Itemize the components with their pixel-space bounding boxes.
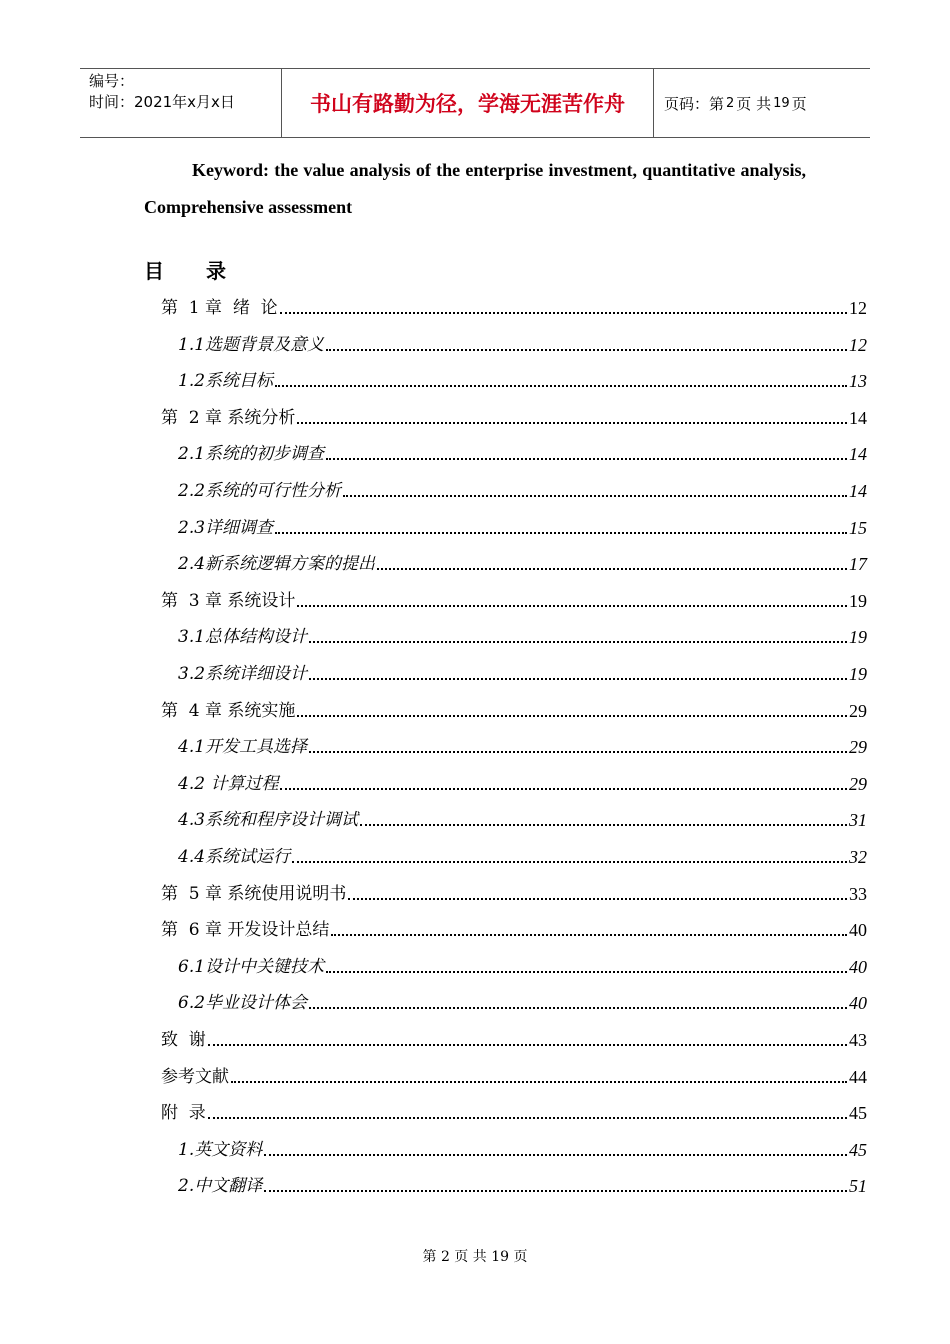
toc-entry-page: 12: [849, 334, 867, 355]
toc-entry-label: 第 4 章 系统实施: [161, 700, 296, 721]
toc-entry-label: 1.2系统目标: [178, 371, 274, 392]
header-page-current: 2: [726, 95, 735, 111]
toc-entry[interactable]: [161, 1062, 867, 1088]
toc-leader-dots: [377, 568, 847, 570]
toc-entry-page: 19: [849, 664, 867, 684]
toc-entry-page: 29: [849, 700, 867, 721]
toc-entry[interactable]: [161, 696, 867, 722]
toc-leader-dots: [326, 971, 847, 973]
toc-entry-label: 2.1系统的初步调查: [178, 444, 325, 465]
header-time: 时间：2021年x月x日: [89, 93, 235, 111]
toc-entry-label: 2.中文翻译: [178, 1176, 263, 1197]
toc-entry[interactable]: [161, 1025, 867, 1051]
toc-leader-dots: [208, 1117, 847, 1119]
toc-entry-label: 3.2系统详细设计: [178, 664, 308, 684]
toc-leader-dots: [360, 824, 847, 826]
toc-entry-page: 14: [849, 407, 867, 428]
header-motto: 书山有路勤为径，学海无涯苦作舟: [281, 69, 654, 137]
toc-leader-dots: [292, 861, 847, 863]
toc-entry-label: 2.4新系统逻辑方案的提出: [178, 554, 376, 575]
toc-entry-page: 12: [849, 298, 867, 318]
toc-leader-dots: [309, 1007, 847, 1009]
toc-leader-dots: [231, 1081, 847, 1083]
toc-entry[interactable]: [178, 330, 867, 356]
toc-entry[interactable]: [178, 805, 867, 831]
toc-entry-page: 40: [849, 956, 867, 977]
toc-entry-page: 14: [849, 481, 867, 501]
toc-entry[interactable]: [178, 769, 867, 795]
toc-leader-dots: [275, 532, 847, 534]
header-page-prefix: 页码：第: [664, 94, 725, 113]
toc-entry-label: 附 录: [161, 1103, 206, 1124]
toc-entry[interactable]: [178, 476, 867, 502]
toc-entry-page: 44: [849, 1066, 867, 1087]
toc-leader-dots: [280, 788, 847, 790]
toc-entry-label: 参考文献: [161, 1066, 229, 1087]
toc-entry-label: 6.2毕业设计体会: [178, 993, 308, 1014]
toc-entry[interactable]: [178, 1171, 867, 1197]
toc-entry[interactable]: [161, 403, 867, 429]
toc-entry[interactable]: [178, 1135, 867, 1161]
toc-entry-page: 17: [849, 554, 867, 575]
toc-leader-dots: [264, 1154, 847, 1156]
toc-entry-label: 4.2 计算过程: [178, 773, 279, 794]
toc-leader-dots: [297, 715, 847, 717]
toc-entry-page: 29: [849, 773, 867, 794]
toc-entry[interactable]: [178, 732, 867, 758]
toc-leader-dots: [309, 678, 847, 680]
toc-entry[interactable]: [178, 842, 867, 868]
toc-entry-page: 40: [849, 993, 867, 1014]
header-number: 编号：: [89, 72, 135, 90]
toc-entry[interactable]: [161, 586, 867, 612]
toc-entry-label: 第 2 章 系统分析: [161, 407, 296, 428]
toc-entry-page: 45: [849, 1103, 867, 1124]
toc-entry[interactable]: [178, 622, 867, 648]
toc-entry[interactable]: [178, 549, 867, 575]
toc-entry-label: 致 谢: [161, 1030, 206, 1050]
toc-entry-label: 第 6 章 开发设计总结: [161, 920, 330, 941]
toc-entry[interactable]: [178, 988, 867, 1014]
toc-entry-label: 4.4系统试运行: [178, 847, 291, 867]
toc-entry-page: 32: [849, 847, 867, 867]
toc-entry-label: 第 1 章 绪 论: [161, 298, 278, 318]
toc-leader-dots: [348, 898, 847, 900]
page-footer: 第 2 页 共 19 页: [422, 1249, 528, 1265]
toc-entry-page: 33: [849, 883, 867, 904]
toc-entry-label: 2.3详细调查: [178, 517, 274, 538]
header-page-info: [654, 69, 870, 137]
toc-leader-dots: [343, 495, 847, 497]
toc-entry-page: 19: [849, 590, 867, 611]
toc-leader-dots: [326, 349, 847, 351]
header-meta: [80, 69, 281, 137]
toc-entry-label: 6.1设计中关键技术: [178, 956, 325, 977]
toc-entry-label: 第 3 章 系统设计: [161, 590, 296, 611]
toc-entry[interactable]: [178, 952, 867, 978]
toc-entry-page: 15: [849, 517, 867, 538]
toc-entry-page: 29: [849, 737, 867, 758]
toc-entry[interactable]: [161, 879, 867, 905]
toc-entry-label: 3.1总体结构设计: [178, 627, 308, 648]
toc-entry-page: 40: [849, 920, 867, 941]
toc-entry-label: 2.2系统的可行性分析: [178, 481, 342, 501]
toc-entry-label: 第 5 章 系统使用说明书: [161, 883, 347, 904]
keyword-paragraph: Keyword: the value analysis of the enterprise investment, quantitative analysis, Comprehensive assessment: [144, 160, 806, 217]
toc-entry-page: 14: [849, 444, 867, 465]
toc-entry[interactable]: [178, 366, 867, 392]
document-header: [80, 68, 870, 138]
header-page-mid: 页 共: [736, 94, 772, 113]
toc-leader-dots: [280, 312, 847, 314]
toc-entry[interactable]: [161, 1098, 867, 1124]
toc-leader-dots: [208, 1044, 847, 1046]
toc-leader-dots: [275, 385, 847, 387]
toc-title: 目录: [144, 259, 268, 283]
toc-leader-dots: [297, 605, 847, 607]
toc-entry-page: 51: [849, 1176, 867, 1197]
toc-entry[interactable]: [178, 439, 867, 465]
toc-entry-label: 4.1开发工具选择: [178, 737, 308, 758]
toc-leader-dots: [309, 641, 847, 643]
toc-entry[interactable]: [178, 659, 867, 685]
toc-leader-dots: [297, 422, 847, 424]
toc-entry[interactable]: [178, 513, 867, 539]
toc-entry-page: 31: [849, 810, 867, 831]
header-page-suffix: 页: [791, 94, 807, 113]
toc-leader-dots: [326, 458, 847, 460]
toc-entry[interactable]: [161, 293, 867, 319]
toc-entry-label: 1.英文资料: [178, 1139, 263, 1160]
toc-entry[interactable]: [161, 915, 867, 941]
toc-leader-dots: [309, 751, 847, 753]
toc-entry-label: 1.1选题背景及意义: [178, 334, 325, 355]
toc-leader-dots: [264, 1190, 847, 1192]
toc-entry-page: 19: [849, 627, 867, 648]
toc-entry-label: 4.3系统和程序设计调试: [178, 810, 359, 831]
header-page-total: 19: [773, 95, 790, 111]
toc-entry-page: 45: [849, 1139, 867, 1160]
toc-leader-dots: [331, 934, 847, 936]
toc-entry-page: 13: [849, 371, 867, 392]
toc-entry-page: 43: [849, 1030, 867, 1050]
